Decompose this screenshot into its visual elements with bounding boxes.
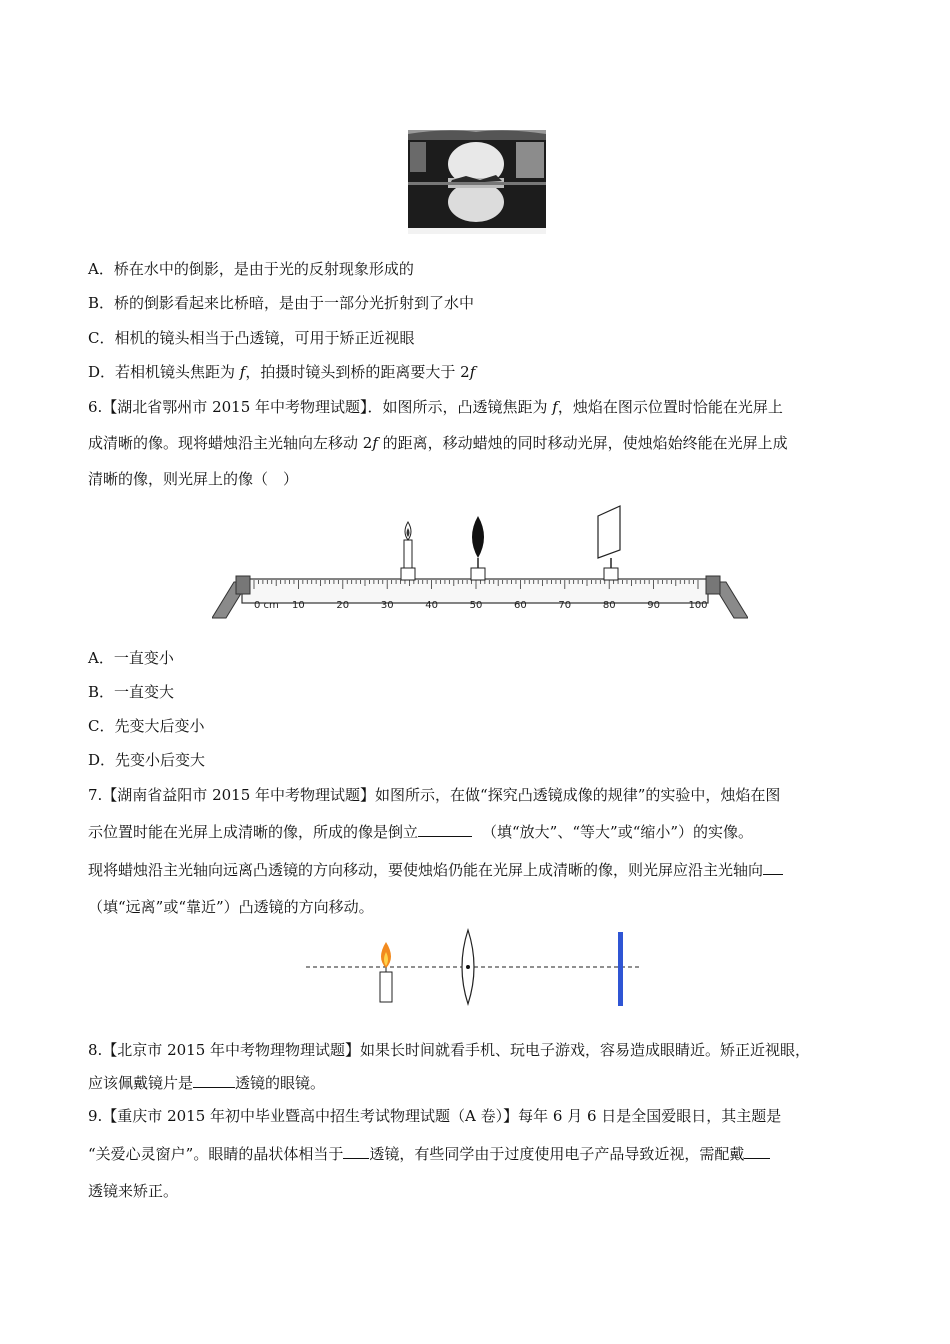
blue-screen (618, 932, 623, 1006)
q8-blank (193, 1073, 235, 1088)
q9-stem-2b: 透镜，有些同学由于过度使用电子产品导致近视，需配戴 (369, 1145, 745, 1163)
q6-stem-2b: 的距离，移动蜡烛的同时移动光屏，使烛焰始终能在光屏上成 (377, 434, 788, 452)
candle (401, 522, 415, 580)
q7-stem-line-3 (88, 860, 783, 880)
q9-stem-2a: “关爱心灵窗户”。眼睛的晶状体相当于 (88, 1145, 344, 1163)
q6-stem-line-3: 清晰的像，则光屏上的像（ ） (88, 470, 299, 488)
optical-bench-figure (212, 500, 748, 620)
q7-blank-1 (418, 822, 472, 837)
q9-stem-line-3: 透镜来矫正。 (88, 1182, 179, 1200)
q5-option-d-f1: f (239, 363, 246, 381)
q6-option-a: A．一直变小 (88, 649, 174, 667)
lens-experiment-figure (304, 928, 644, 1008)
q6-option-c: C．先变大后变小 (88, 717, 205, 735)
ruler-tick-label: 40 (425, 600, 438, 611)
q9-stem-line-1: 9.【重庆市 2015 年初中毕业暨高中招生考试物理试题（A 卷）】每年 6 月 6 日是全国爱眼日，其主题是 (88, 1107, 782, 1125)
q6-option-d: D．先变小后变大 (88, 751, 206, 769)
q5-option-a: A．桥在水中的倒影，是由于光的反射现象形成的 (88, 260, 414, 278)
bridge-reflection-photo (406, 128, 548, 236)
q7-stem-3: 现将蜡烛沿主光轴向远离凸透镜的方向移动，要使烛焰仍能在光屏上成清晰的像，则光屏应沿主光轴向 (88, 861, 764, 879)
q8-stem-2b: 透镜的眼镜。 (235, 1074, 326, 1092)
right-end-block (706, 576, 720, 594)
q7-stem-2a: 示位置时能在光屏上成清晰的像，所成的像是倒立 (88, 823, 419, 841)
q7-stem-line-4: （填“远离”或“靠近”）凸透镜的方向移动。 (88, 898, 374, 916)
q8-stem-line-1: 8.【北京市 2015 年中考物理物理试题】如果长时间就看手机、玩电子游戏，容易造成眼睛近。矫正近视眼， (88, 1041, 811, 1059)
q9-blank-1 (343, 1144, 369, 1159)
left-end-block (236, 576, 250, 594)
ruler-tick-label: 90 (647, 600, 660, 611)
candle-with-flame (380, 942, 392, 1002)
q5-option-b: B．桥的倒影看起来比桥暗，是由于一部分光折射到了水中 (88, 294, 475, 312)
ruler-tick-label: 80 (602, 600, 616, 611)
ruler-tick-label: 10 (292, 600, 305, 611)
q5-option-c: C．相机的镜头相当于凸透镜，可用于矫正近视眼 (88, 329, 415, 347)
q7-stem-2b: （填“放大”、“等大”或“缩小”）的实像。 (482, 823, 754, 841)
q6-option-b: B．一直变大 (88, 683, 175, 701)
q6-stem-line-2 (88, 433, 788, 453)
q9-stem-line-2 (88, 1144, 770, 1164)
light-screen (598, 506, 620, 580)
q6-stem-2f: f (372, 434, 378, 452)
convex-lens-2 (462, 930, 474, 1004)
q7-blank-2 (763, 860, 783, 875)
q9-blank-2 (744, 1144, 770, 1159)
q5-option-d (88, 362, 475, 382)
q5-option-d-text-1: D．若相机镜头焦距为 (88, 363, 240, 381)
q8-stem-line-2 (88, 1073, 325, 1093)
ruler-tick-label: 20 (336, 600, 350, 611)
ruler-tick-label: 50 (469, 600, 483, 611)
q5-option-d-f2: f (469, 363, 476, 381)
q6-stem-1f: f (552, 398, 558, 416)
q6-stem-1b: ，烛焰在图示位置时恰能在光屏上 (557, 398, 783, 416)
ruler-tick-label: 70 (558, 600, 572, 611)
q5-option-d-text-2: ，拍摄时镜头到桥的距离要大于 2 (245, 363, 470, 381)
convex-lens (471, 516, 485, 580)
q6-stem-1a: 6.【湖北省鄂州市 2015 年中考物理试题】．如图所示，凸透镜焦距为 (88, 398, 553, 416)
q6-stem-line-1 (88, 397, 783, 417)
q7-stem-line-2 (88, 822, 753, 842)
ruler-tick-label: 60 (514, 600, 527, 611)
ruler-tick-label: 30 (380, 600, 394, 611)
q6-stem-2a: 成清晰的像。现将蜡烛沿主光轴向左移动 2 (88, 434, 373, 452)
ruler-tick-label: 100 (688, 600, 708, 611)
q8-stem-2a: 应该佩戴镜片是 (88, 1074, 194, 1092)
q7-stem-line-1: 7.【湖南省益阳市 2015 年中考物理试题】如图所示，在做“探究凸透镜成像的规律”的实验中，烛焰在图 (88, 786, 781, 804)
ruler-unit-label: 0 cm (254, 600, 279, 611)
